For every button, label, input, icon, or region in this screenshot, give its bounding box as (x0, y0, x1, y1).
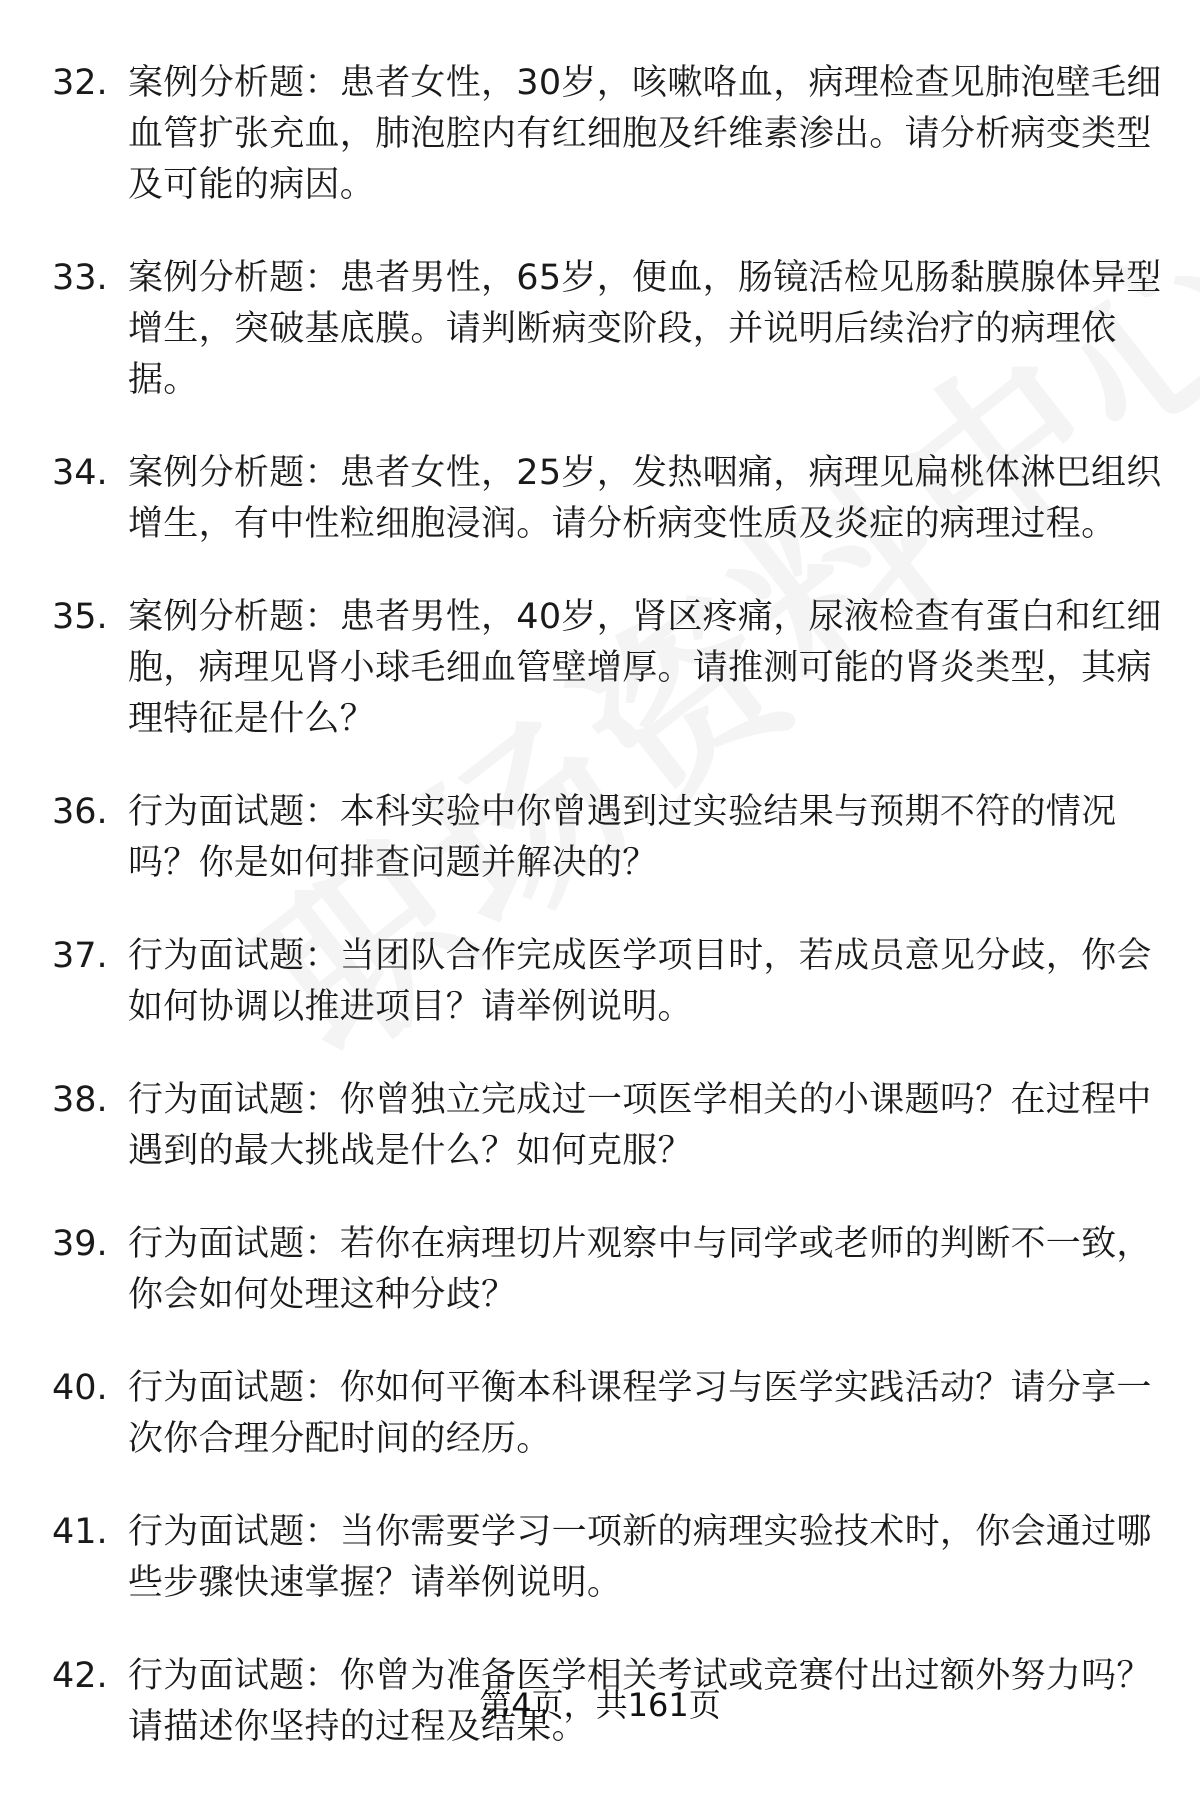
question-number: 33. (52, 258, 108, 298)
question-number: 32. (52, 63, 108, 103)
question-text: 案例分析题：患者女性，30岁，咳嗽咯血，病理检查见肺泡壁毛细血管扩张充血，肺泡腔内有红细胞及纤维素渗出。请分析病变类型及可能的病因。 (128, 63, 1162, 205)
question-text: 行为面试题：你如何平衡本科课程学习与医学实践活动？请分享一次你合理分配时间的经历。 (128, 1368, 1152, 1459)
question-item (52, 931, 1162, 1033)
question-item (52, 592, 1162, 745)
question-item (52, 253, 1162, 406)
question-number: 36. (52, 792, 108, 832)
question-text: 行为面试题：若你在病理切片观察中与同学或老师的判断不一致，你会如何处理这种分歧？ (128, 1224, 1152, 1315)
question-number: 37. (52, 936, 108, 976)
question-number: 39. (52, 1224, 108, 1264)
question-number: 38. (52, 1080, 108, 1120)
question-item (52, 787, 1162, 889)
question-text: 案例分析题：患者女性，25岁，发热咽痛，病理见扁桃体淋巴组织增生，有中性粒细胞浸润。请分析病变性质及炎症的病理过程。 (128, 453, 1162, 544)
question-text: 行为面试题：当团队合作完成医学项目时，若成员意见分歧，你会如何协调以推进项目？请举例说明。 (128, 936, 1152, 1027)
question-item (52, 1075, 1162, 1177)
question-number: 34. (52, 453, 108, 493)
question-list (52, 58, 1162, 1795)
question-item (52, 1219, 1162, 1321)
question-number: 40. (52, 1368, 108, 1408)
question-number: 42. (52, 1656, 108, 1696)
question-number: 41. (52, 1512, 108, 1552)
question-item (52, 58, 1162, 211)
page-footer: 第4页，共161页 (479, 1686, 721, 1724)
question-item (52, 1507, 1162, 1609)
question-text: 行为面试题：你曾为准备医学相关考试或竞赛付出过额外努力吗？请描述你坚持的过程及结果。 (128, 1656, 1152, 1747)
question-text: 案例分析题：患者男性，65岁，便血，肠镜活检见肠黏膜腺体异型增生，突破基底膜。请判断病变阶段，并说明后续治疗的病理依据。 (128, 258, 1162, 400)
question-text: 行为面试题：本科实验中你曾遇到过实验结果与预期不符的情况吗？你是如何排查问题并解决的？ (128, 792, 1117, 883)
question-item (52, 448, 1162, 550)
question-number: 35. (52, 597, 108, 637)
question-text: 案例分析题：患者男性，40岁，肾区疼痛，尿液检查有蛋白和红细胞，病理见肾小球毛细血管壁增厚。请推测可能的肾炎类型，其病理特征是什么？ (128, 597, 1162, 739)
question-text: 行为面试题：当你需要学习一项新的病理实验技术时，你会通过哪些步骤快速掌握？请举例说明。 (128, 1512, 1152, 1603)
question-text: 行为面试题：你曾独立完成过一项医学相关的小课题吗？在过程中遇到的最大挑战是什么？如何克服？ (128, 1080, 1152, 1171)
question-item (52, 1363, 1162, 1465)
